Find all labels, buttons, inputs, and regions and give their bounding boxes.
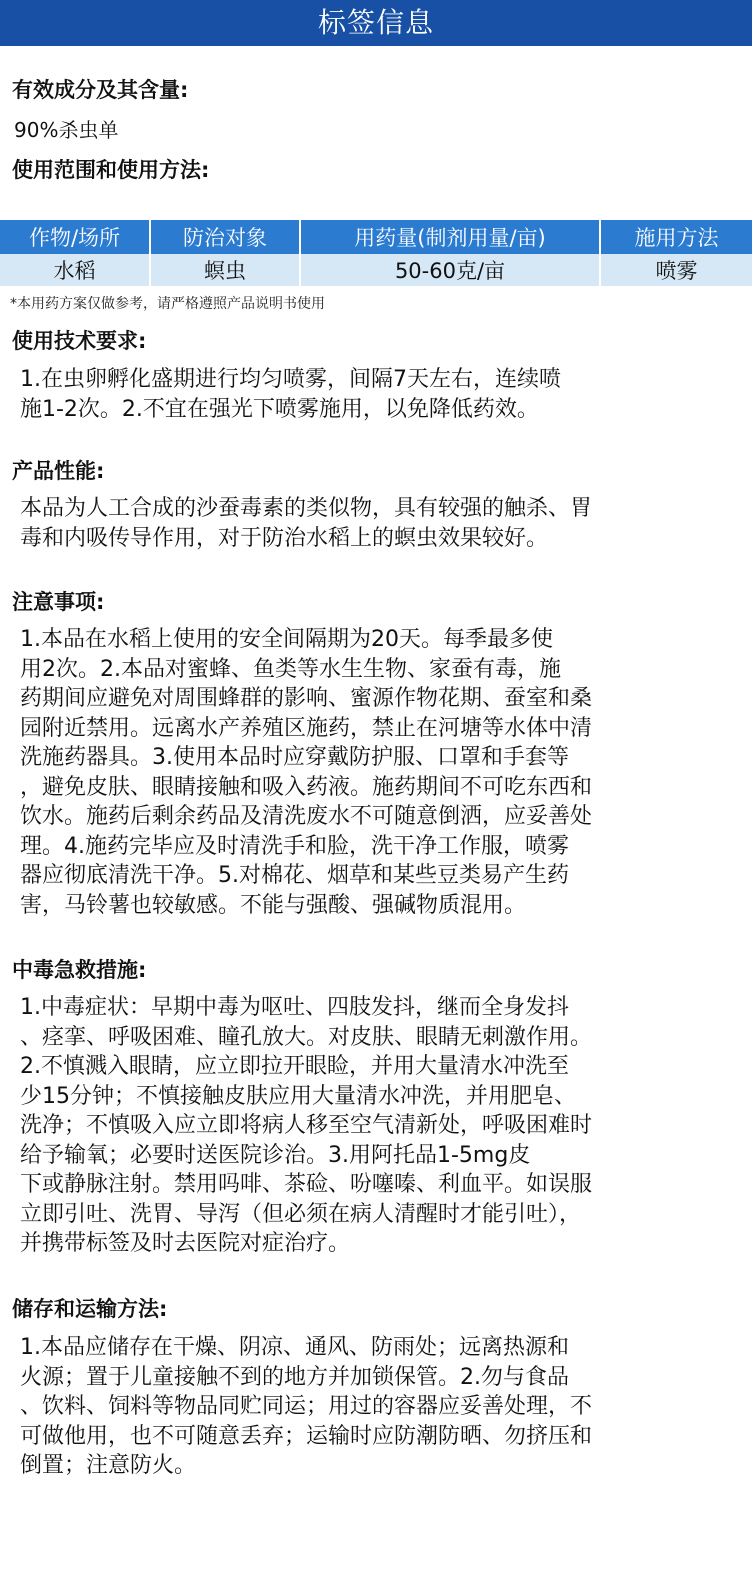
section-first-aid-body [0,993,735,1259]
section-storage-transport [0,1295,167,1323]
cell-method: 喷雾 [600,254,752,286]
ingredient-value: 90%杀虫单 [14,118,119,142]
usage-scope-heading: 使用范围和使用方法: [12,158,210,182]
section-tech-requirements-body [0,365,735,424]
table-row [0,254,752,286]
column-header-crop: 作物/场所 [0,220,150,254]
section-text: 1.本品在水稻上使用的安全间隔期为20天。每季最多使 用2次。2.本品对蜜蜂、鱼类等水生生物、家蚕有毒，施 药期间应避免对周围蜂群的影响、蜜源作物花期、蚕室和桑 园附近禁用。远离水产养殖区施药，禁止在河塘等水体中清 洗施药器具。3.使用本品时应穿戴防护服、口罩和手套等 ，避免皮肤、眼睛接触和吸入药液。施药期间不可吃东西和 饮水。施药后剩余药品及清洗废水不可随意倒洒，应妥善处 理。4.施药完毕应及时清洗手和脸，洗干净工作服，喷雾 器应彻底清洗干净。5.对棉花、烟草和某些豆类易产生药 害，马铃薯也较敏感。不能与强酸、强碱物质混用。 [20,627,593,918]
table-note: *本用药方案仅做参考，请严格遵照产品说明书使用 [10,296,325,312]
column-header-target: 防治对象 [150,220,300,254]
section-heading: 储存和运输方法: [12,1297,168,1321]
cell-target: 螟虫 [150,254,300,286]
section-product-performance [0,457,104,485]
table-note-wrap [0,293,325,313]
dosage-table-header-row [0,220,752,254]
ingredient-heading: 有效成分及其含量: [12,78,189,102]
ingredient-value-wrap [0,116,118,144]
section-heading: 使用技术要求: [12,329,147,353]
cell-crop: 水稻 [0,254,150,286]
column-header-method: 施用方法 [600,220,752,254]
section-text: 1.本品应储存在干燥、阴凉、通风、防雨处；远离热源和 火源；置于儿童接触不到的地方并加锁保管。2.勿与食品 、饮料、饲料等物品同贮同运；用过的容器应妥善处理，不 可做他用，也不可随意丢弃；运输时应防潮防晒、勿挤压和 倒置；注意防火。 [20,1335,593,1478]
section-heading: 中毒急救措施: [12,958,147,982]
section-text: 1.在虫卵孵化盛期进行均匀喷雾，间隔7天左右，连续喷 施1-2次。2.不宜在强光下喷雾施用，以免降低药效。 [20,367,561,422]
section-precautions [0,588,104,616]
section-product-performance-body [0,494,735,553]
ingredient-block [0,76,188,104]
cell-dosage: 50-60克/亩 [300,254,600,286]
section-text: 1.中毒症状：早期中毒为呕吐、四肢发抖，继而全身发抖 、痉挛、呼吸困难、瞳孔放大。对皮肤、眼睛无刺激作用。 2.不慎溅入眼睛，应立即拉开眼睑，并用大量清水冲洗至 少15分钟；不慎接触皮肤应用大量清水冲洗，并用肥皂、 洗净；不慎吸入应立即将病人移至空气清新处，呼吸困难时 给予输氧；必要时送医院诊治。3.用阿托品1-5mg皮 下或静脉注射。禁用吗啡、茶硷、吩噻嗪、利血平。如误服 立即引吐、洗胃、导泻（但必须在病人清醒时才能引吐）， 并携带标签及时去医院对症治疗。 [20,995,593,1256]
section-tech-requirements [0,327,146,355]
section-first-aid [0,956,146,984]
page-title: 标签信息 [0,0,752,46]
section-storage-transport-body [0,1333,735,1481]
section-precautions-body [0,625,735,920]
dosage-table [0,220,752,286]
column-header-dosage: 用药量(制剂用量/亩) [300,220,600,254]
section-text: 本品为人工合成的沙蚕毒素的类似物，具有较强的触杀、胃 毒和内吸传导作用，对于防治水稻上的螟虫效果较好。 [20,496,593,551]
usage-scope-wrap [0,156,209,184]
section-heading: 注意事项: [12,590,105,614]
section-heading: 产品性能: [12,459,105,483]
